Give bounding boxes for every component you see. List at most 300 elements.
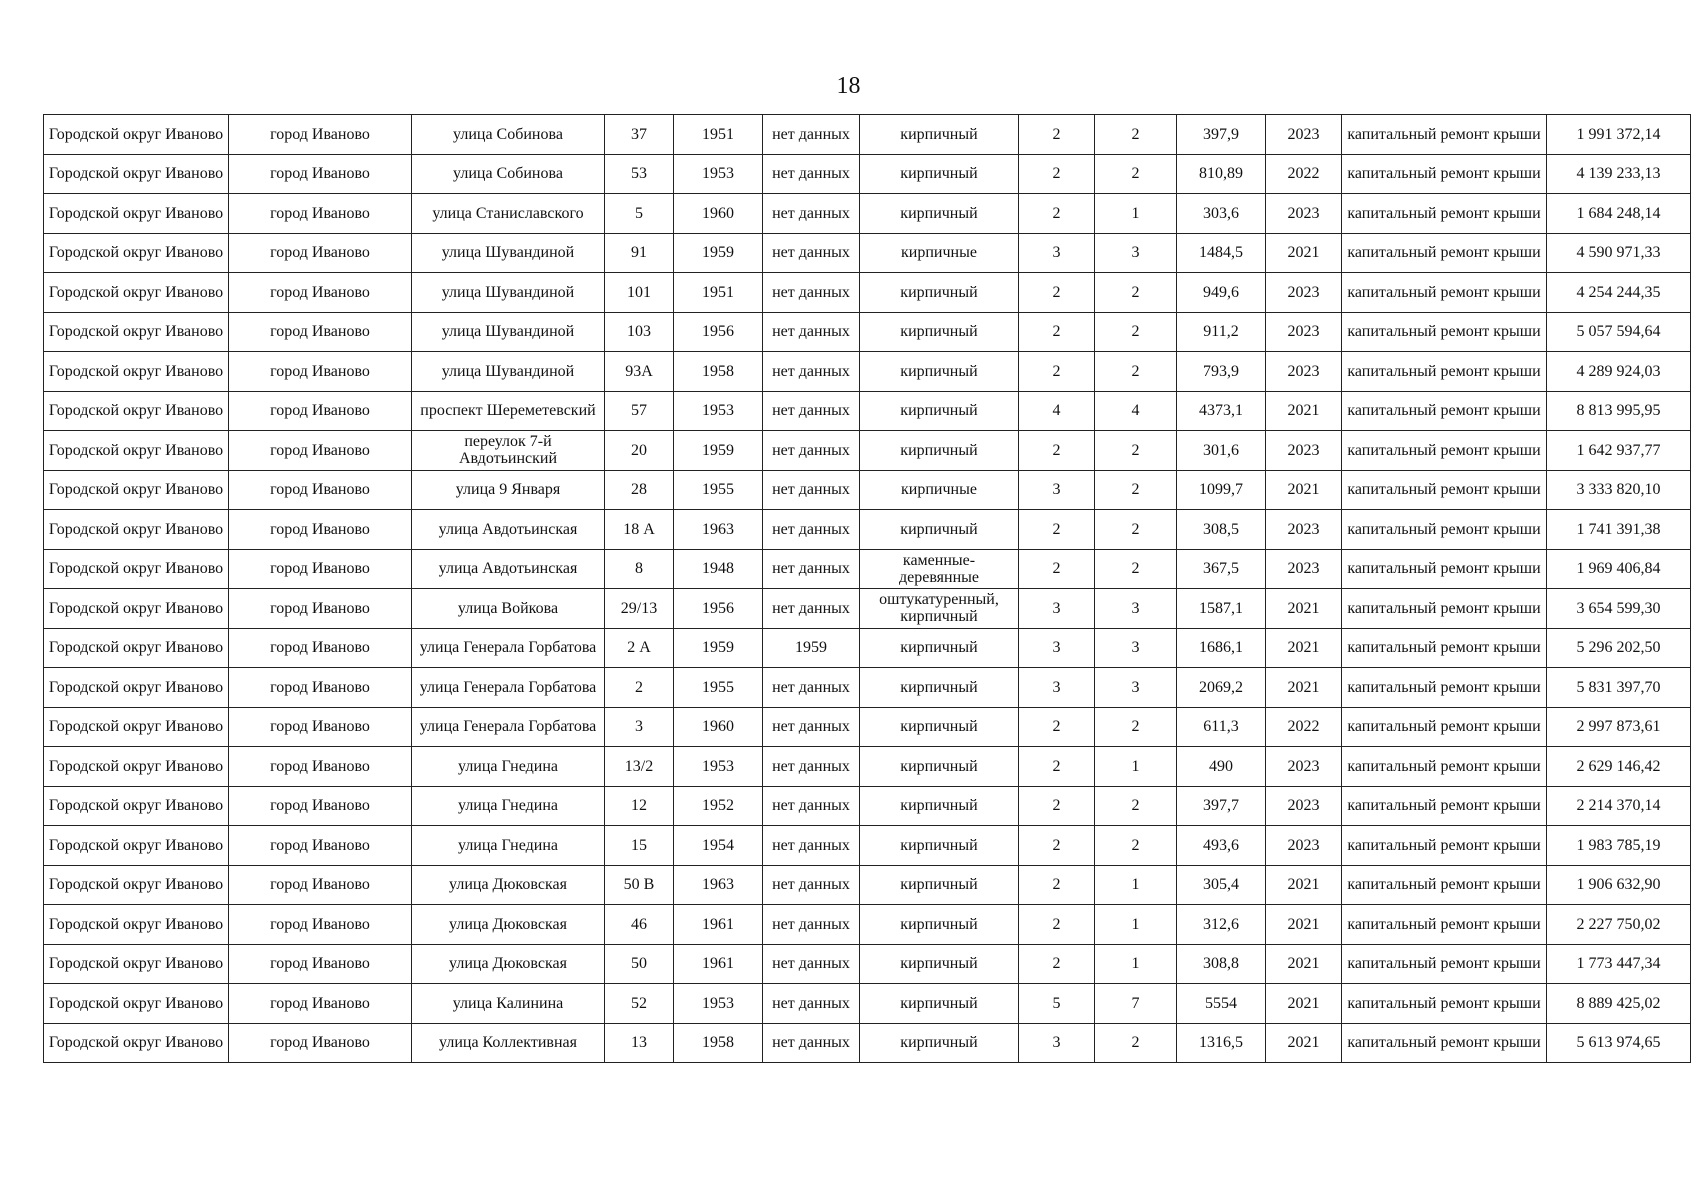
commission-year-cell: нет данных	[763, 984, 860, 1024]
floors-cell: 2	[1019, 115, 1095, 155]
house-number-cell: 91	[605, 233, 674, 273]
locality-cell: город Иваново	[229, 431, 412, 471]
work-type-cell: капитальный ремонт крыши	[1342, 628, 1547, 668]
house-number-cell: 13	[605, 1023, 674, 1063]
build-year-cell: 1963	[674, 510, 763, 550]
page-number: 18	[836, 73, 861, 99]
floors-cell: 2	[1019, 312, 1095, 352]
cost-cell: 5 613 974,65	[1547, 1023, 1691, 1063]
build-year-cell: 1953	[674, 747, 763, 787]
work-type-cell: капитальный ремонт крыши	[1342, 154, 1547, 194]
commission-year-cell: нет данных	[763, 352, 860, 392]
locality-cell: город Иваново	[229, 549, 412, 589]
build-year-cell: 1953	[674, 154, 763, 194]
table-row	[44, 470, 1691, 510]
entrances-cell: 2	[1095, 115, 1177, 155]
house-number-cell: 52	[605, 984, 674, 1024]
wall-material-cell: кирпичный	[860, 905, 1019, 945]
work-type-cell: капитальный ремонт крыши	[1342, 1023, 1547, 1063]
floors-cell: 2	[1019, 352, 1095, 392]
repair-year-cell: 2021	[1266, 668, 1342, 708]
repair-year-cell: 2023	[1266, 115, 1342, 155]
wall-material-cell: кирпичный	[860, 984, 1019, 1024]
floors-cell: 2	[1019, 826, 1095, 866]
entrances-cell: 2	[1095, 786, 1177, 826]
repair-year-cell: 2021	[1266, 944, 1342, 984]
wall-material-cell: кирпичный	[860, 312, 1019, 352]
cost-cell: 1 969 406,84	[1547, 549, 1691, 589]
entrances-cell: 2	[1095, 431, 1177, 471]
entrances-cell: 1	[1095, 194, 1177, 234]
house-number-cell: 18 А	[605, 510, 674, 550]
house-number-cell: 13/2	[605, 747, 674, 787]
work-type-cell: капитальный ремонт крыши	[1342, 944, 1547, 984]
house-number-cell: 50	[605, 944, 674, 984]
cost-cell: 5 831 397,70	[1547, 668, 1691, 708]
area-cell: 4373,1	[1177, 391, 1266, 431]
entrances-cell: 2	[1095, 826, 1177, 866]
housing-registry-table	[43, 114, 1691, 1063]
municipality-cell: Городской округ Иваново	[44, 115, 229, 155]
house-number-cell: 12	[605, 786, 674, 826]
repair-year-cell: 2023	[1266, 312, 1342, 352]
table-row	[44, 1023, 1691, 1063]
build-year-cell: 1951	[674, 115, 763, 155]
street-cell: улица Шувандиной	[412, 352, 605, 392]
street-cell: улица 9 Января	[412, 470, 605, 510]
area-cell: 1686,1	[1177, 628, 1266, 668]
repair-year-cell: 2021	[1266, 1023, 1342, 1063]
table-row	[44, 312, 1691, 352]
table-row	[44, 431, 1691, 471]
table-row	[44, 352, 1691, 392]
municipality-cell: Городской округ Иваново	[44, 154, 229, 194]
street-cell: улица Гнедина	[412, 747, 605, 787]
repair-year-cell: 2023	[1266, 194, 1342, 234]
municipality-cell: Городской округ Иваново	[44, 352, 229, 392]
table-row	[44, 233, 1691, 273]
locality-cell: город Иваново	[229, 984, 412, 1024]
table-row	[44, 115, 1691, 155]
street-cell: улица Гнедина	[412, 826, 605, 866]
floors-cell: 5	[1019, 984, 1095, 1024]
street-cell: улица Генерала Горбатова	[412, 668, 605, 708]
municipality-cell: Городской округ Иваново	[44, 668, 229, 708]
build-year-cell: 1958	[674, 1023, 763, 1063]
house-number-cell: 2 А	[605, 628, 674, 668]
entrances-cell: 2	[1095, 154, 1177, 194]
build-year-cell: 1955	[674, 470, 763, 510]
repair-year-cell: 2021	[1266, 233, 1342, 273]
work-type-cell: капитальный ремонт крыши	[1342, 431, 1547, 471]
build-year-cell: 1956	[674, 312, 763, 352]
cost-cell: 1 906 632,90	[1547, 865, 1691, 905]
build-year-cell: 1959	[674, 431, 763, 471]
wall-material-cell: кирпичный	[860, 194, 1019, 234]
area-cell: 397,7	[1177, 786, 1266, 826]
area-cell: 1587,1	[1177, 589, 1266, 629]
area-cell: 308,5	[1177, 510, 1266, 550]
locality-cell: город Иваново	[229, 826, 412, 866]
entrances-cell: 4	[1095, 391, 1177, 431]
wall-material-cell: каменные-деревянные	[860, 549, 1019, 589]
repair-year-cell: 2021	[1266, 865, 1342, 905]
area-cell: 1099,7	[1177, 470, 1266, 510]
cost-cell: 2 997 873,61	[1547, 707, 1691, 747]
repair-year-cell: 2023	[1266, 826, 1342, 866]
repair-year-cell: 2021	[1266, 628, 1342, 668]
house-number-cell: 103	[605, 312, 674, 352]
table-row	[44, 984, 1691, 1024]
locality-cell: город Иваново	[229, 154, 412, 194]
build-year-cell: 1961	[674, 944, 763, 984]
house-number-cell: 5	[605, 194, 674, 234]
floors-cell: 3	[1019, 1023, 1095, 1063]
wall-material-cell: кирпичный	[860, 273, 1019, 313]
municipality-cell: Городской округ Иваново	[44, 194, 229, 234]
house-number-cell: 53	[605, 154, 674, 194]
street-cell: улица Генерала Горбатова	[412, 628, 605, 668]
cost-cell: 4 590 971,33	[1547, 233, 1691, 273]
entrances-cell: 1	[1095, 865, 1177, 905]
repair-year-cell: 2021	[1266, 470, 1342, 510]
street-cell: переулок 7-й Авдотьинский	[412, 431, 605, 471]
house-number-cell: 29/13	[605, 589, 674, 629]
wall-material-cell: кирпичные	[860, 470, 1019, 510]
commission-year-cell: нет данных	[763, 115, 860, 155]
municipality-cell: Городской округ Иваново	[44, 470, 229, 510]
municipality-cell: Городской округ Иваново	[44, 747, 229, 787]
wall-material-cell: кирпичный	[860, 154, 1019, 194]
locality-cell: город Иваново	[229, 865, 412, 905]
wall-material-cell: кирпичный	[860, 628, 1019, 668]
work-type-cell: капитальный ремонт крыши	[1342, 589, 1547, 629]
cost-cell: 2 629 146,42	[1547, 747, 1691, 787]
municipality-cell: Городской округ Иваново	[44, 865, 229, 905]
wall-material-cell: оштукатуренный, кирпичный	[860, 589, 1019, 629]
street-cell: улица Гнедина	[412, 786, 605, 826]
build-year-cell: 1959	[674, 233, 763, 273]
table-row	[44, 944, 1691, 984]
locality-cell: город Иваново	[229, 470, 412, 510]
municipality-cell: Городской округ Иваново	[44, 312, 229, 352]
floors-cell: 2	[1019, 431, 1095, 471]
floors-cell: 3	[1019, 628, 1095, 668]
work-type-cell: капитальный ремонт крыши	[1342, 510, 1547, 550]
entrances-cell: 2	[1095, 549, 1177, 589]
cost-cell: 8 889 425,02	[1547, 984, 1691, 1024]
cost-cell: 5 057 594,64	[1547, 312, 1691, 352]
entrances-cell: 2	[1095, 312, 1177, 352]
locality-cell: город Иваново	[229, 312, 412, 352]
locality-cell: город Иваново	[229, 194, 412, 234]
build-year-cell: 1952	[674, 786, 763, 826]
cost-cell: 8 813 995,95	[1547, 391, 1691, 431]
work-type-cell: капитальный ремонт крыши	[1342, 391, 1547, 431]
area-cell: 611,3	[1177, 707, 1266, 747]
commission-year-cell: нет данных	[763, 668, 860, 708]
work-type-cell: капитальный ремонт крыши	[1342, 747, 1547, 787]
build-year-cell: 1954	[674, 826, 763, 866]
floors-cell: 3	[1019, 233, 1095, 273]
work-type-cell: капитальный ремонт крыши	[1342, 905, 1547, 945]
house-number-cell: 93А	[605, 352, 674, 392]
work-type-cell: капитальный ремонт крыши	[1342, 194, 1547, 234]
area-cell: 490	[1177, 747, 1266, 787]
repair-year-cell: 2021	[1266, 589, 1342, 629]
table-row	[44, 549, 1691, 589]
floors-cell: 4	[1019, 391, 1095, 431]
work-type-cell: капитальный ремонт крыши	[1342, 668, 1547, 708]
commission-year-cell: нет данных	[763, 273, 860, 313]
area-cell: 949,6	[1177, 273, 1266, 313]
wall-material-cell: кирпичный	[860, 944, 1019, 984]
table-row	[44, 747, 1691, 787]
cost-cell: 3 333 820,10	[1547, 470, 1691, 510]
repair-year-cell: 2023	[1266, 510, 1342, 550]
wall-material-cell: кирпичные	[860, 233, 1019, 273]
wall-material-cell: кирпичный	[860, 115, 1019, 155]
street-cell: улица Войкова	[412, 589, 605, 629]
area-cell: 397,9	[1177, 115, 1266, 155]
repair-year-cell: 2021	[1266, 905, 1342, 945]
locality-cell: город Иваново	[229, 589, 412, 629]
wall-material-cell: кирпичный	[860, 707, 1019, 747]
area-cell: 367,5	[1177, 549, 1266, 589]
floors-cell: 2	[1019, 944, 1095, 984]
street-cell: улица Дюковская	[412, 865, 605, 905]
work-type-cell: капитальный ремонт крыши	[1342, 786, 1547, 826]
table-row	[44, 510, 1691, 550]
commission-year-cell: нет данных	[763, 905, 860, 945]
cost-cell: 4 289 924,03	[1547, 352, 1691, 392]
cost-cell: 1 991 372,14	[1547, 115, 1691, 155]
commission-year-cell: нет данных	[763, 391, 860, 431]
floors-cell: 2	[1019, 549, 1095, 589]
street-cell: улица Дюковская	[412, 944, 605, 984]
entrances-cell: 2	[1095, 707, 1177, 747]
repair-year-cell: 2022	[1266, 154, 1342, 194]
wall-material-cell: кирпичный	[860, 352, 1019, 392]
repair-year-cell: 2023	[1266, 747, 1342, 787]
area-cell: 2069,2	[1177, 668, 1266, 708]
street-cell: улица Собинова	[412, 154, 605, 194]
municipality-cell: Городской округ Иваново	[44, 589, 229, 629]
work-type-cell: капитальный ремонт крыши	[1342, 826, 1547, 866]
cost-cell: 4 139 233,13	[1547, 154, 1691, 194]
floors-cell: 2	[1019, 273, 1095, 313]
locality-cell: город Иваново	[229, 747, 412, 787]
floors-cell: 2	[1019, 154, 1095, 194]
house-number-cell: 8	[605, 549, 674, 589]
commission-year-cell: нет данных	[763, 826, 860, 866]
wall-material-cell: кирпичный	[860, 391, 1019, 431]
work-type-cell: капитальный ремонт крыши	[1342, 352, 1547, 392]
entrances-cell: 3	[1095, 628, 1177, 668]
municipality-cell: Городской округ Иваново	[44, 826, 229, 866]
build-year-cell: 1948	[674, 549, 763, 589]
entrances-cell: 1	[1095, 944, 1177, 984]
locality-cell: город Иваново	[229, 273, 412, 313]
wall-material-cell: кирпичный	[860, 786, 1019, 826]
street-cell: улица Авдотьинская	[412, 549, 605, 589]
cost-cell: 3 654 599,30	[1547, 589, 1691, 629]
street-cell: улица Дюковская	[412, 905, 605, 945]
work-type-cell: капитальный ремонт крыши	[1342, 273, 1547, 313]
floors-cell: 2	[1019, 905, 1095, 945]
floors-cell: 3	[1019, 668, 1095, 708]
house-number-cell: 3	[605, 707, 674, 747]
locality-cell: город Иваново	[229, 352, 412, 392]
build-year-cell: 1960	[674, 194, 763, 234]
table-row	[44, 273, 1691, 313]
locality-cell: город Иваново	[229, 391, 412, 431]
street-cell: улица Собинова	[412, 115, 605, 155]
wall-material-cell: кирпичный	[860, 826, 1019, 866]
house-number-cell: 20	[605, 431, 674, 471]
municipality-cell: Городской округ Иваново	[44, 510, 229, 550]
locality-cell: город Иваново	[229, 944, 412, 984]
commission-year-cell: нет данных	[763, 470, 860, 510]
commission-year-cell: нет данных	[763, 786, 860, 826]
street-cell: улица Станиславского	[412, 194, 605, 234]
entrances-cell: 3	[1095, 589, 1177, 629]
area-cell: 303,6	[1177, 194, 1266, 234]
locality-cell: город Иваново	[229, 905, 412, 945]
build-year-cell: 1960	[674, 707, 763, 747]
municipality-cell: Городской округ Иваново	[44, 273, 229, 313]
registry-body	[44, 115, 1691, 1063]
repair-year-cell: 2022	[1266, 707, 1342, 747]
cost-cell: 1 642 937,77	[1547, 431, 1691, 471]
repair-year-cell: 2023	[1266, 352, 1342, 392]
repair-year-cell: 2021	[1266, 984, 1342, 1024]
municipality-cell: Городской округ Иваново	[44, 905, 229, 945]
wall-material-cell: кирпичный	[860, 865, 1019, 905]
table-row	[44, 668, 1691, 708]
commission-year-cell: нет данных	[763, 944, 860, 984]
wall-material-cell: кирпичный	[860, 747, 1019, 787]
work-type-cell: капитальный ремонт крыши	[1342, 865, 1547, 905]
locality-cell: город Иваново	[229, 628, 412, 668]
work-type-cell: капитальный ремонт крыши	[1342, 549, 1547, 589]
house-number-cell: 101	[605, 273, 674, 313]
table-row	[44, 391, 1691, 431]
repair-year-cell: 2023	[1266, 273, 1342, 313]
table-row	[44, 905, 1691, 945]
cost-cell: 1 773 447,34	[1547, 944, 1691, 984]
wall-material-cell: кирпичный	[860, 510, 1019, 550]
build-year-cell: 1959	[674, 628, 763, 668]
cost-cell: 5 296 202,50	[1547, 628, 1691, 668]
commission-year-cell: нет данных	[763, 233, 860, 273]
floors-cell: 2	[1019, 865, 1095, 905]
floors-cell: 2	[1019, 747, 1095, 787]
entrances-cell: 2	[1095, 470, 1177, 510]
street-cell: проспект Шереметевский	[412, 391, 605, 431]
wall-material-cell: кирпичный	[860, 431, 1019, 471]
municipality-cell: Городской округ Иваново	[44, 707, 229, 747]
locality-cell: город Иваново	[229, 668, 412, 708]
area-cell: 312,6	[1177, 905, 1266, 945]
repair-year-cell: 2023	[1266, 549, 1342, 589]
street-cell: улица Генерала Горбатова	[412, 707, 605, 747]
commission-year-cell: нет данных	[763, 431, 860, 471]
build-year-cell: 1958	[674, 352, 763, 392]
entrances-cell: 2	[1095, 510, 1177, 550]
area-cell: 1484,5	[1177, 233, 1266, 273]
house-number-cell: 46	[605, 905, 674, 945]
wall-material-cell: кирпичный	[860, 668, 1019, 708]
table-row	[44, 865, 1691, 905]
commission-year-cell: нет данных	[763, 154, 860, 194]
municipality-cell: Городской округ Иваново	[44, 431, 229, 471]
entrances-cell: 2	[1095, 1023, 1177, 1063]
table-row	[44, 826, 1691, 866]
build-year-cell: 1963	[674, 865, 763, 905]
wall-material-cell: кирпичный	[860, 1023, 1019, 1063]
table-row	[44, 628, 1691, 668]
locality-cell: город Иваново	[229, 115, 412, 155]
street-cell: улица Шувандиной	[412, 312, 605, 352]
commission-year-cell: нет данных	[763, 707, 860, 747]
cost-cell: 1 983 785,19	[1547, 826, 1691, 866]
street-cell: улица Шувандиной	[412, 233, 605, 273]
build-year-cell: 1955	[674, 668, 763, 708]
locality-cell: город Иваново	[229, 233, 412, 273]
municipality-cell: Городской округ Иваново	[44, 391, 229, 431]
table-row	[44, 194, 1691, 234]
municipality-cell: Городской округ Иваново	[44, 1023, 229, 1063]
cost-cell: 2 227 750,02	[1547, 905, 1691, 945]
commission-year-cell: 1959	[763, 628, 860, 668]
commission-year-cell: нет данных	[763, 312, 860, 352]
house-number-cell: 2	[605, 668, 674, 708]
floors-cell: 2	[1019, 194, 1095, 234]
municipality-cell: Городской округ Иваново	[44, 944, 229, 984]
area-cell: 810,89	[1177, 154, 1266, 194]
floors-cell: 3	[1019, 589, 1095, 629]
commission-year-cell: нет данных	[763, 510, 860, 550]
area-cell: 305,4	[1177, 865, 1266, 905]
area-cell: 301,6	[1177, 431, 1266, 471]
house-number-cell: 15	[605, 826, 674, 866]
table-row	[44, 589, 1691, 629]
street-cell: улица Шувандиной	[412, 273, 605, 313]
work-type-cell: капитальный ремонт крыши	[1342, 312, 1547, 352]
build-year-cell: 1953	[674, 984, 763, 1024]
locality-cell: город Иваново	[229, 707, 412, 747]
commission-year-cell: нет данных	[763, 865, 860, 905]
entrances-cell: 7	[1095, 984, 1177, 1024]
build-year-cell: 1953	[674, 391, 763, 431]
build-year-cell: 1961	[674, 905, 763, 945]
area-cell: 1316,5	[1177, 1023, 1266, 1063]
area-cell: 308,8	[1177, 944, 1266, 984]
municipality-cell: Городской округ Иваново	[44, 628, 229, 668]
cost-cell: 2 214 370,14	[1547, 786, 1691, 826]
municipality-cell: Городской округ Иваново	[44, 786, 229, 826]
entrances-cell: 3	[1095, 668, 1177, 708]
house-number-cell: 28	[605, 470, 674, 510]
build-year-cell: 1951	[674, 273, 763, 313]
work-type-cell: капитальный ремонт крыши	[1342, 470, 1547, 510]
floors-cell: 2	[1019, 510, 1095, 550]
entrances-cell: 2	[1095, 352, 1177, 392]
work-type-cell: капитальный ремонт крыши	[1342, 115, 1547, 155]
entrances-cell: 1	[1095, 905, 1177, 945]
cost-cell: 4 254 244,35	[1547, 273, 1691, 313]
